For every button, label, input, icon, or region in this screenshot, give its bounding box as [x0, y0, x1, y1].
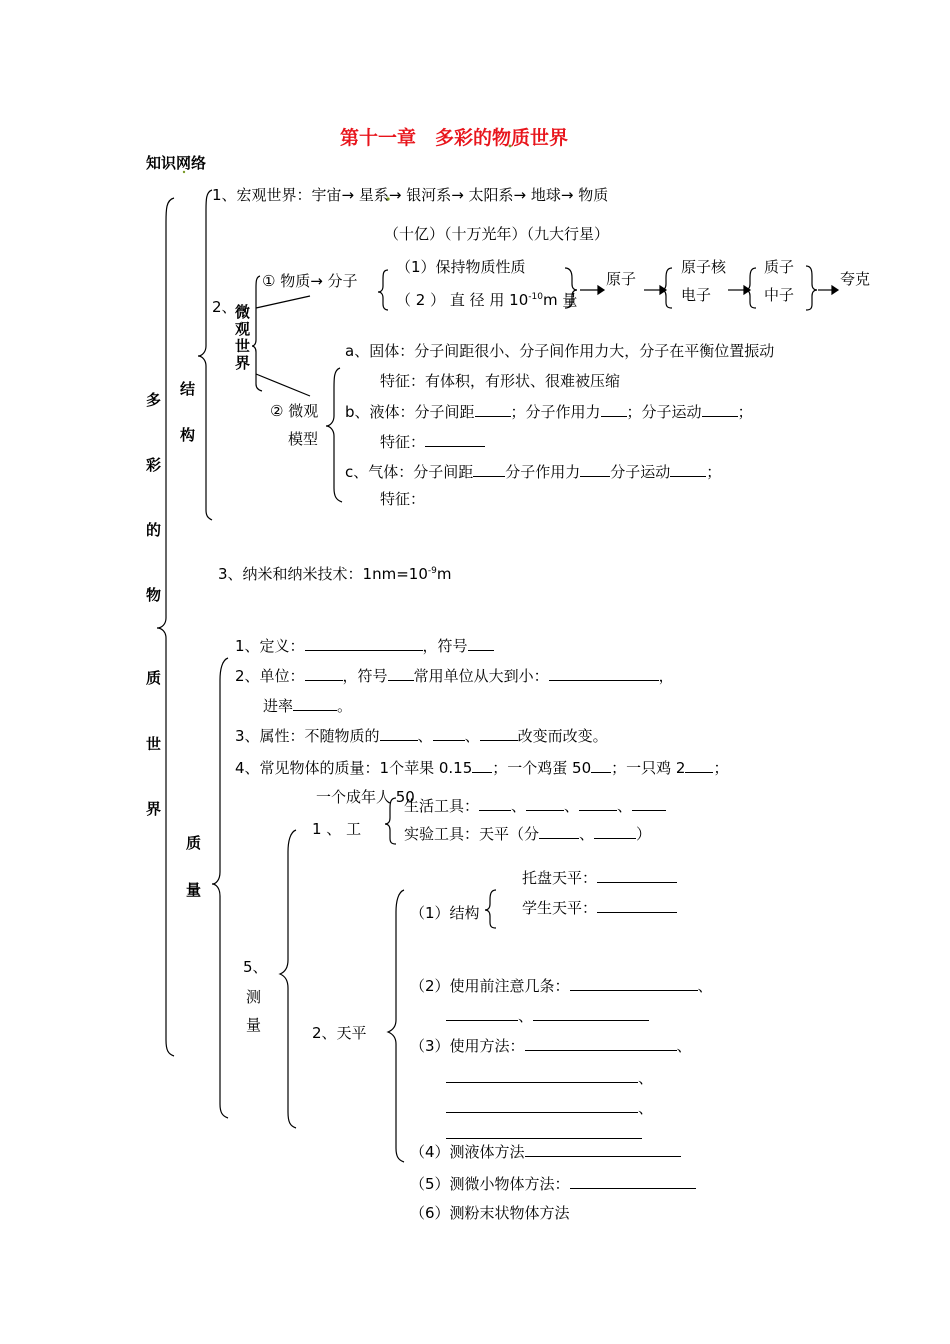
neutron-text: 中子 — [764, 286, 795, 304]
mass-label: 量 — [186, 881, 202, 899]
molecule-prop-1: （1）保持物质性质 — [396, 258, 526, 276]
mass-unit-rate: 进率 。 — [263, 697, 353, 715]
macro-world-line: 1、宏观世界：宇宙→ 星系→ 银河系→ 太阳系→ 地球→ 物质 — [212, 186, 609, 204]
side-char: 世 — [146, 735, 162, 753]
side-char: 物 — [146, 586, 162, 604]
macro-world-sub: （十亿）（十万光年）（九大行星） — [384, 225, 610, 243]
side-char: 的 — [146, 521, 162, 539]
before-use-line-2: 、 — [446, 1006, 649, 1025]
before-use-line: （2）使用前注意几条： 、 — [410, 977, 713, 995]
gas-feature: 特征： — [380, 490, 426, 508]
mass-attribute: 3、属性：不随物质的 、 、 改变而改变。 — [235, 727, 608, 745]
mass-common: 4、常见物体的质量：1个苹果 0.15 ；一个鸡蛋 50 ；一只鸡 2 ； — [235, 759, 729, 777]
balance-label: 2、天平 — [312, 1024, 367, 1042]
gas-line: c、气体：分子间距 分子作用力 分子运动 ； — [345, 463, 722, 481]
mass-label: 质 — [186, 834, 202, 852]
model-label-2: 模型 — [288, 430, 319, 448]
proton-text: 质子 — [764, 258, 795, 276]
method-line-4 — [446, 1124, 642, 1143]
lab-tool-line: 实验工具：天平（分 、 ） — [404, 825, 652, 843]
side-char: 彩 — [146, 456, 162, 474]
measure-label: 5、 — [243, 958, 268, 976]
balance-structure: （1）结构 — [410, 904, 480, 922]
tiny-method-line: （5）测微小物体方法： — [410, 1174, 696, 1193]
tray-balance-line: 托盘天平： — [522, 868, 677, 887]
micro-label: 微 观 世 界 — [235, 303, 251, 372]
molecule-prop-2: （ 2 ） 直 径 用 $10^{-10}m$ 量 — [396, 291, 578, 309]
side-char: 多 — [146, 391, 162, 409]
molecule-text: ① 物质→ 分子 — [262, 272, 358, 290]
micro-num: 2、 — [212, 298, 237, 316]
liquid-method-line: （4）测液体方法 — [410, 1142, 681, 1161]
model-label-1: ② 微观 — [270, 402, 319, 420]
method-line-3: 、 — [446, 1098, 653, 1117]
method-line-2: 、 — [446, 1068, 653, 1087]
mass-unit: 2、单位： ，符号 常用单位从大到小： ， — [235, 667, 674, 685]
life-tool-line: 生活工具： 、 、 、 — [404, 796, 666, 815]
solid-line: a、固体：分子间距很小、分子间作用力大，分子在平衡位置振动 — [345, 342, 775, 360]
solid-feature: 特征：有体积，有形状、很难被压缩 — [380, 372, 621, 390]
student-balance-line: 学生天平： — [522, 898, 677, 917]
measure-label: 量 — [246, 1016, 262, 1034]
nano-line: 3、纳米和纳米技术：$1nm=10^{-9}m$ — [218, 565, 452, 583]
nucleus-text: 原子核 — [681, 258, 727, 276]
structure-label: 结 — [180, 380, 196, 398]
page-title: 第十一章 多彩的物质世界 — [340, 127, 569, 149]
liquid-line: b、液体：分子间距 ；分子作用力 ；分子运动 ； — [345, 403, 753, 421]
structure-label: 构 — [180, 426, 196, 444]
electron-text: 电子 — [681, 286, 712, 304]
mass-definition: 1、定义： ，符号 — [235, 636, 494, 655]
method-line: （3）使用方法： 、 — [410, 1037, 692, 1055]
measure-label: 测 — [246, 988, 262, 1006]
mass-common-cut: 一个成年人 50 — [316, 788, 415, 806]
quark-text: 夸克 — [840, 270, 871, 288]
section-heading: 知识网络 — [146, 154, 207, 172]
side-char: 质 — [146, 669, 162, 687]
atom-text: 原子 — [606, 270, 637, 288]
liquid-feature: 特征： — [380, 432, 485, 451]
side-char: 界 — [146, 800, 162, 818]
powder-method-cut: （6）测粉末状物体方法 — [410, 1204, 570, 1222]
tool-number: 1 、 工 — [312, 820, 362, 838]
